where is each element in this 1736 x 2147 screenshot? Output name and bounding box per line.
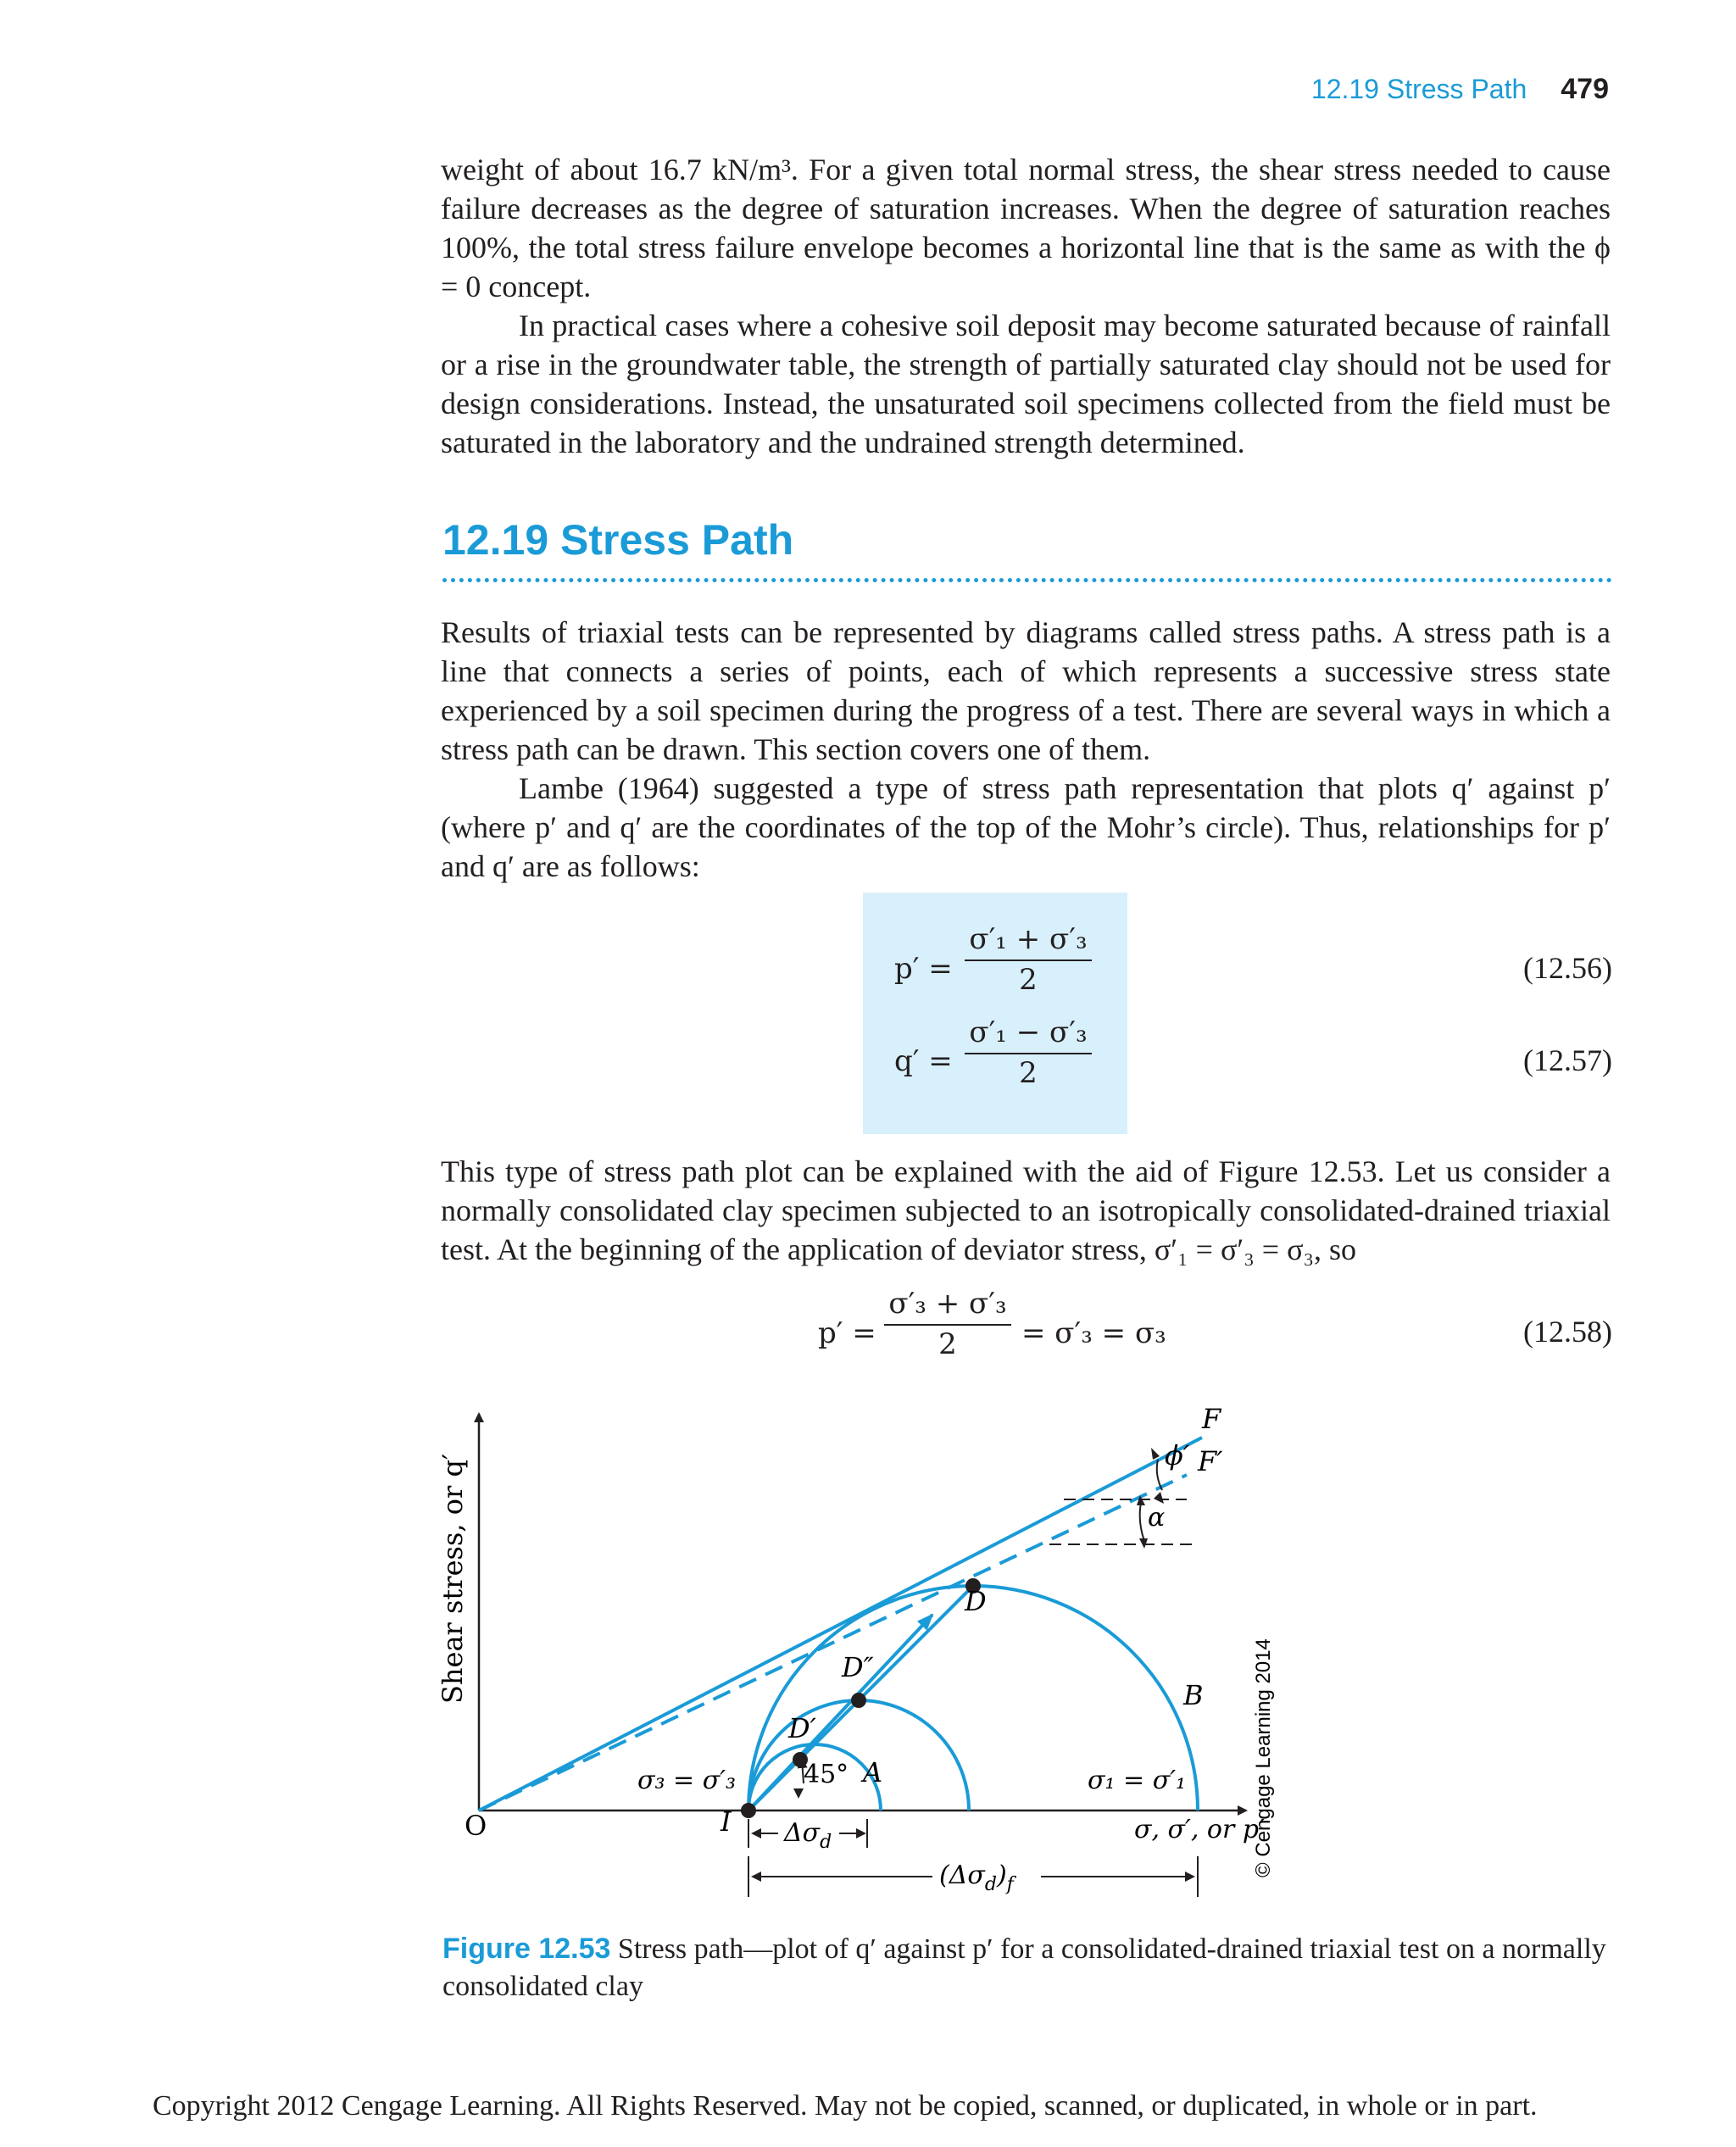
eq57-number: (12.57) xyxy=(1523,1043,1612,1077)
phi-arrowhead-down xyxy=(1154,1492,1164,1504)
eq56-numerator: σ′₁ + σ′₃ xyxy=(965,922,1092,961)
eq58-rhs: = σ′₃ = σ₃ xyxy=(1021,1316,1166,1350)
section-paragraph-2: Lambe (1964) suggested a type of stress path representation that plots q′ against p′ (where p′ and q′ are the coordinates of the top of the Mohr’s circle). Thus, relationships for p′ and q′ are as follows: xyxy=(441,771,1611,883)
label-y-axis: Shear stress, or q′ xyxy=(437,1453,469,1704)
label-D-double-prime: D″ xyxy=(842,1651,874,1683)
phi-arrowhead-up xyxy=(1151,1448,1160,1460)
eq58-denominator: 2 xyxy=(938,1327,957,1361)
alpha-arc xyxy=(1140,1503,1144,1541)
intro-paragraph-1: weight of about 16.7 kN/m³. For a given total normal stress, the shear stress needed to cause failure decreases as the degree of saturation increases. When the degree of saturation reaches 100%, the total stress failure envelope becomes a horizontal line that is the same as with the ϕ = 0 concept. xyxy=(441,153,1611,303)
label-I: I xyxy=(721,1805,732,1838)
intro-paragraph-2: In practical cases where a cohesive soil deposit may become saturated because of rainfall or a rise in the groundwater table, the strength of partially saturated clay should not be used for design considerations. Instead, the unsaturated soil specimens collected from the field must be saturated in the laboratory and the undrained strength determined. xyxy=(441,309,1611,459)
running-head-section: 12.19 Stress Path xyxy=(1310,74,1527,104)
eq58-numerator: σ′₃ + σ′₃ xyxy=(884,1287,1011,1326)
label-B: B xyxy=(1183,1679,1204,1711)
section-paragraph-3: This type of stress path plot can be explained with the aid of Figure 12.53. Let us consider a normally consolidated clay specimen subjected to an isotropically consolidated-drained triaxial test. At the beginning of the application of deviator stress, σ′₁ = σ′₃ = σ₃, so xyxy=(441,1154,1611,1266)
page-number: 479 xyxy=(1561,73,1609,105)
label-delta-sigma-d: $\Delta\sigma_d$ xyxy=(784,1818,832,1853)
label-phi: ϕ′ xyxy=(1165,1439,1190,1471)
label-x-axis: σ, σ′, or p′ xyxy=(1134,1815,1265,1844)
label-F-prime: F′ xyxy=(1198,1445,1223,1477)
label-sigma1: σ₁ = σ′₁ xyxy=(1088,1766,1187,1795)
section-title: 12.19 Stress Path xyxy=(442,516,794,564)
eq58-number: (12.58) xyxy=(1523,1315,1612,1349)
label-F: F xyxy=(1202,1403,1221,1435)
copyright-footer: Copyright 2012 Cengage Learning. All Rights Reserved. May not be copied, scanned, or duplicated, in whole or in part. xyxy=(153,2090,1538,2122)
eq57-lhs: q′ = xyxy=(894,1044,953,1078)
label-angle-45: 45° xyxy=(804,1760,849,1789)
caption-label: Figure 12.53 xyxy=(442,1933,611,1965)
eq58-lhs: p′ = xyxy=(818,1316,876,1350)
label-D: D xyxy=(965,1585,987,1617)
eq56-lhs: p′ = xyxy=(894,952,953,986)
failure-envelope-F xyxy=(479,1438,1202,1810)
label-origin: O xyxy=(465,1810,487,1842)
eq56-number: (12.56) xyxy=(1523,951,1612,985)
label-sigma3: σ₃ = σ′₃ xyxy=(637,1766,737,1795)
label-alpha: α xyxy=(1148,1503,1166,1532)
point-D2-marker xyxy=(851,1693,866,1708)
figure-caption xyxy=(442,1930,1612,2005)
eq57-numerator: σ′₁ − σ′₃ xyxy=(965,1015,1092,1054)
section-paragraph-1: Results of triaxial tests can be represented by diagrams called stress paths. A stress path is a line that connects a series of points, each of which represents a successive stress state experienced by a soil specimen during the progress of a test. There are several ways in which a stress path can be drawn. This section covers one of them. xyxy=(441,615,1611,766)
label-delta-sigma-d-f: $(\Delta\sigma_d)_f$ xyxy=(939,1861,1014,1895)
label-A: A xyxy=(863,1756,883,1788)
label-D-prime: D′ xyxy=(788,1712,816,1744)
eq56-denominator: 2 xyxy=(1019,963,1038,997)
point-I-marker xyxy=(741,1803,756,1818)
caption-text: Stress path—plot of q′ against p′ for a consolidated-drained triaxial test on a normally consolidated clay xyxy=(442,1933,1606,2002)
mohr-circle-mid xyxy=(748,1700,969,1810)
figure-copyright: © Cengage Learning 2014 xyxy=(1252,1638,1275,1877)
eq57-denominator: 2 xyxy=(1019,1056,1038,1090)
